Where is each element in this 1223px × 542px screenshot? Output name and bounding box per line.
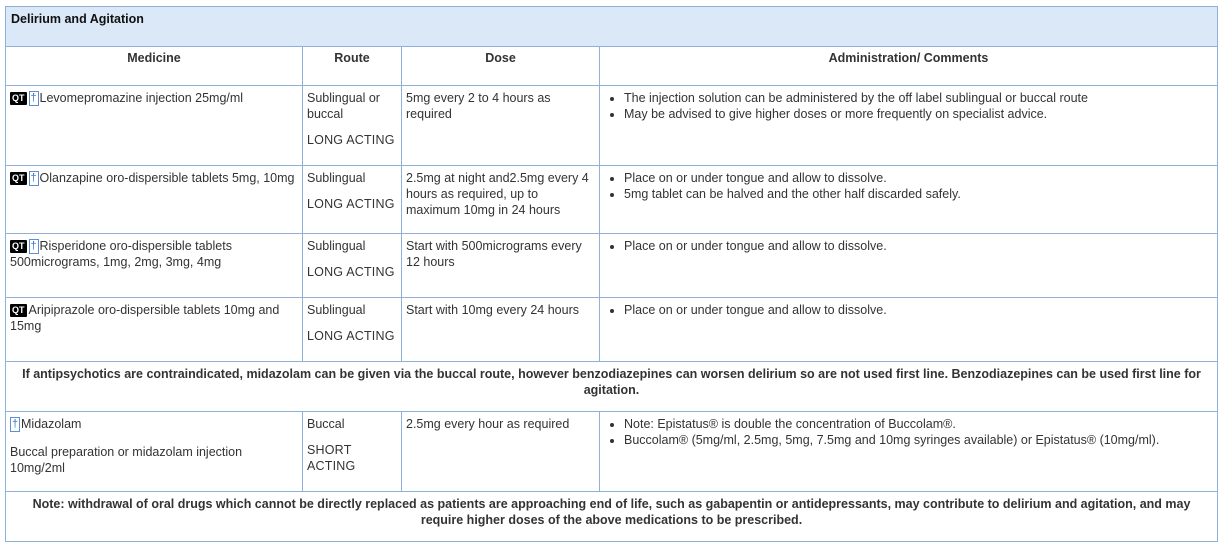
medicine-cell: [6, 166, 303, 234]
comments-cell: [600, 86, 1218, 166]
section-title: Delirium and Agitation: [6, 7, 1218, 47]
comments-cell: [600, 298, 1218, 362]
acting-label: LONG ACTING: [307, 329, 395, 343]
comment-item: • Place on or under tongue and allow to dissolve.: [624, 170, 1213, 186]
qt-warning-icon: QT: [12, 305, 25, 316]
dose-cell: 5mg every 2 to 4 hours as required: [402, 86, 600, 166]
header-row: [6, 47, 1218, 86]
route-text: Sublingual: [307, 239, 366, 253]
route-text: Buccal: [307, 417, 345, 431]
antipsychotic-note: If antipsychotics are contraindicated, midazolam can be given via the buccal route, however benzodiazepines can worsen delirium so are not used first line. Benzodiazepines can be used first line for agitation.: [6, 362, 1218, 412]
medicine-cell: [6, 234, 303, 298]
dagger-icon: †: [30, 92, 37, 105]
comment-item: • Place on or under tongue and allow to dissolve.: [624, 302, 1213, 318]
table-row: [6, 412, 1218, 492]
header-dose: Dose: [402, 47, 600, 86]
dagger-icon: †: [11, 418, 19, 431]
route-text: Sublingual: [307, 171, 366, 185]
dose-cell: Start with 500micrograms every 12 hours: [402, 234, 600, 298]
header-admin-comments: Administration/ Comments: [600, 47, 1218, 86]
medicine-cell: [6, 412, 303, 492]
note-row: [6, 492, 1218, 542]
medicine-name: Midazolam: [21, 417, 82, 431]
medicine-cell: [6, 86, 303, 166]
withdrawal-note: Note: withdrawal of oral drugs which cannot be directly replaced as patients are approaching end of life, such as gabapentin or antidepressants, may contribute to delirium and agitation, and may require higher doses of the above medications to be prescribed.: [6, 492, 1218, 542]
preparation-text: Buccal preparation or midazolam injection 10mg/2ml: [10, 445, 243, 476]
table-row: [6, 234, 1218, 298]
medicine-name: Risperidone oro-dispersible tablets 500micrograms, 1mg, 2mg, 3mg, 4mg: [10, 239, 232, 270]
table-row: [6, 298, 1218, 362]
medicine-name: Aripiprazole oro-dispersible tablets 10mg and 15mg: [10, 303, 280, 333]
qt-warning-icon: QT: [12, 241, 25, 252]
comment-item: • 5mg tablet can be halved and the other half discarded safely.: [624, 186, 1213, 202]
note-row: [6, 362, 1218, 412]
comment-item: • The injection solution can be administered by the off label sublingual or buccal route: [624, 90, 1213, 106]
table-row: [6, 86, 1218, 166]
route-cell: [303, 86, 402, 166]
route-text: Sublingual: [307, 303, 366, 317]
comment-item: • Place on or under tongue and allow to dissolve.: [624, 238, 1213, 254]
dose-cell: 2.5mg every hour as required: [402, 412, 600, 492]
comments-cell: [600, 234, 1218, 298]
medicine-cell: [6, 298, 303, 362]
comments-cell: [600, 412, 1218, 492]
dose-cell: Start with 10mg every 24 hours: [402, 298, 600, 362]
medicine-name: Levomepromazine injection 25mg/ml: [39, 91, 244, 105]
qt-warning-icon: QT: [12, 93, 25, 104]
qt-warning-icon: QT: [12, 173, 25, 184]
table-row: [6, 166, 1218, 234]
route-cell: [303, 234, 402, 298]
delirium-agitation-table: [5, 6, 1218, 542]
comments-cell: [600, 166, 1218, 234]
acting-label: LONG ACTING: [307, 265, 395, 279]
route-cell: [303, 412, 402, 492]
comment-item: • May be advised to give higher doses or more frequently on specialist advice.: [624, 106, 1213, 122]
dagger-icon: †: [30, 172, 37, 185]
comment-item: • Note: Epistatus® is double the concentration of Buccolam®.: [624, 416, 1213, 432]
route-cell: [303, 166, 402, 234]
medicine-name: Olanzapine oro-dispersible tablets 5mg, 10mg: [39, 171, 295, 185]
acting-label: LONG ACTING: [307, 197, 395, 211]
acting-label: LONG ACTING: [307, 133, 395, 147]
comment-item: • Buccolam® (5mg/ml, 2.5mg, 5mg, 7.5mg and 10mg syringes available) or Epistatus® (10mg/ml).: [624, 432, 1213, 448]
header-route: Route: [303, 47, 402, 86]
route-cell: [303, 298, 402, 362]
route-text: Sublingual or buccal: [307, 91, 380, 121]
acting-label: SHORT ACTING: [307, 443, 356, 473]
header-medicine: Medicine: [6, 47, 303, 86]
dose-cell: 2.5mg at night and2.5mg every 4 hours as required, up to maximum 10mg in 24 hours: [402, 166, 600, 234]
dagger-icon: †: [30, 240, 37, 253]
